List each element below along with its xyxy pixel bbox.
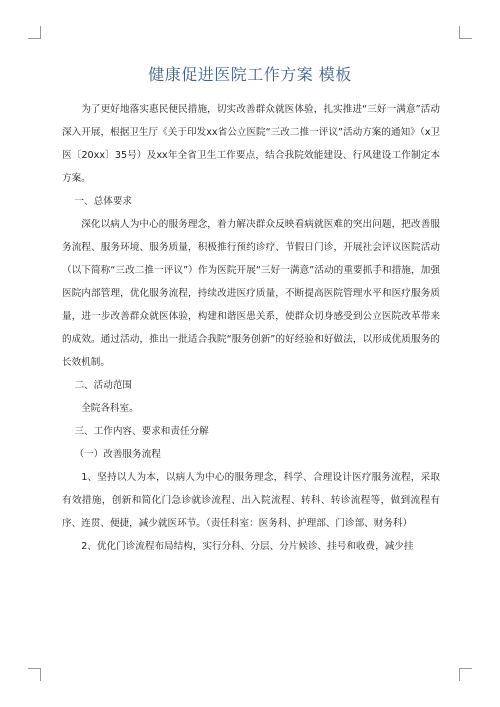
document-body <box>62 98 440 558</box>
crop-mark-top-right <box>459 26 472 39</box>
item-paragraph-2: 2、优化门诊流程布局结构，实行分科、分层、分片候诊、挂号和收费，减少挂 <box>81 541 414 552</box>
crop-mark-bottom-right <box>459 668 472 681</box>
section-heading-general-requirements: 一、总体要求 <box>74 196 133 207</box>
intro-paragraph: 为了更好地落实惠民便民措施，切实改善群众就医体验，扎实推进“三好一满意”活动深入开展，根据卫生厅《关于印发xx省公立医院“三改二推一评议”活动方案的通知》（x卫医〔20xx〕35号）及xx年全省卫生工作要点，结合我院效能建设、行风建设工作制定本方案。 <box>62 104 440 184</box>
document-title: 健康促进医院工作方案 模板 <box>148 65 352 84</box>
general-requirements-paragraph: 深化以病人为中心的服务理念，着力解决群众反映看病就医难的突出问题，把改善服务流程、服务环境、服务质量，积极推行预约诊疗、节假日门诊，开展社会评议医院活动（以下简称“三改二推一评议”）作为医院开展“三好一满意”活动的重要抓手和措施，加强医院内部管理，优化服务流程，持续改进医疗质量，不断提高医院管理水平和医疗服务质量，进一步改善群众就医体验，构建和谐医患关系，使群众切身感受到公立医院改革带来的成效。通过活动，推出一批适合我院“服务创新”的好经验和好做法，以形成优质服务的长效机制。 <box>62 219 440 368</box>
scope-paragraph: 全院各科室。 <box>81 403 139 414</box>
crop-mark-bottom-left <box>28 668 41 681</box>
section-heading-work-content: 三、工作内容、要求和责任分解 <box>74 426 209 437</box>
crop-mark-top-left <box>28 26 41 39</box>
subsection-heading-service-process: （一）改善服务流程 <box>74 449 161 460</box>
item-paragraph-1: 1、坚持以人为本，以病人为中心的服务理念，科学、合理设计医疗服务流程，采取有效措施，创新和简化门急诊就诊流程、出入院流程、转科、转诊流程等，做到流程有序、连贯、便捷，减少就医环节。（责任科室：医务科、护理部、门诊部、财务科） <box>62 472 440 529</box>
section-heading-scope: 二、活动范围 <box>74 380 133 391</box>
